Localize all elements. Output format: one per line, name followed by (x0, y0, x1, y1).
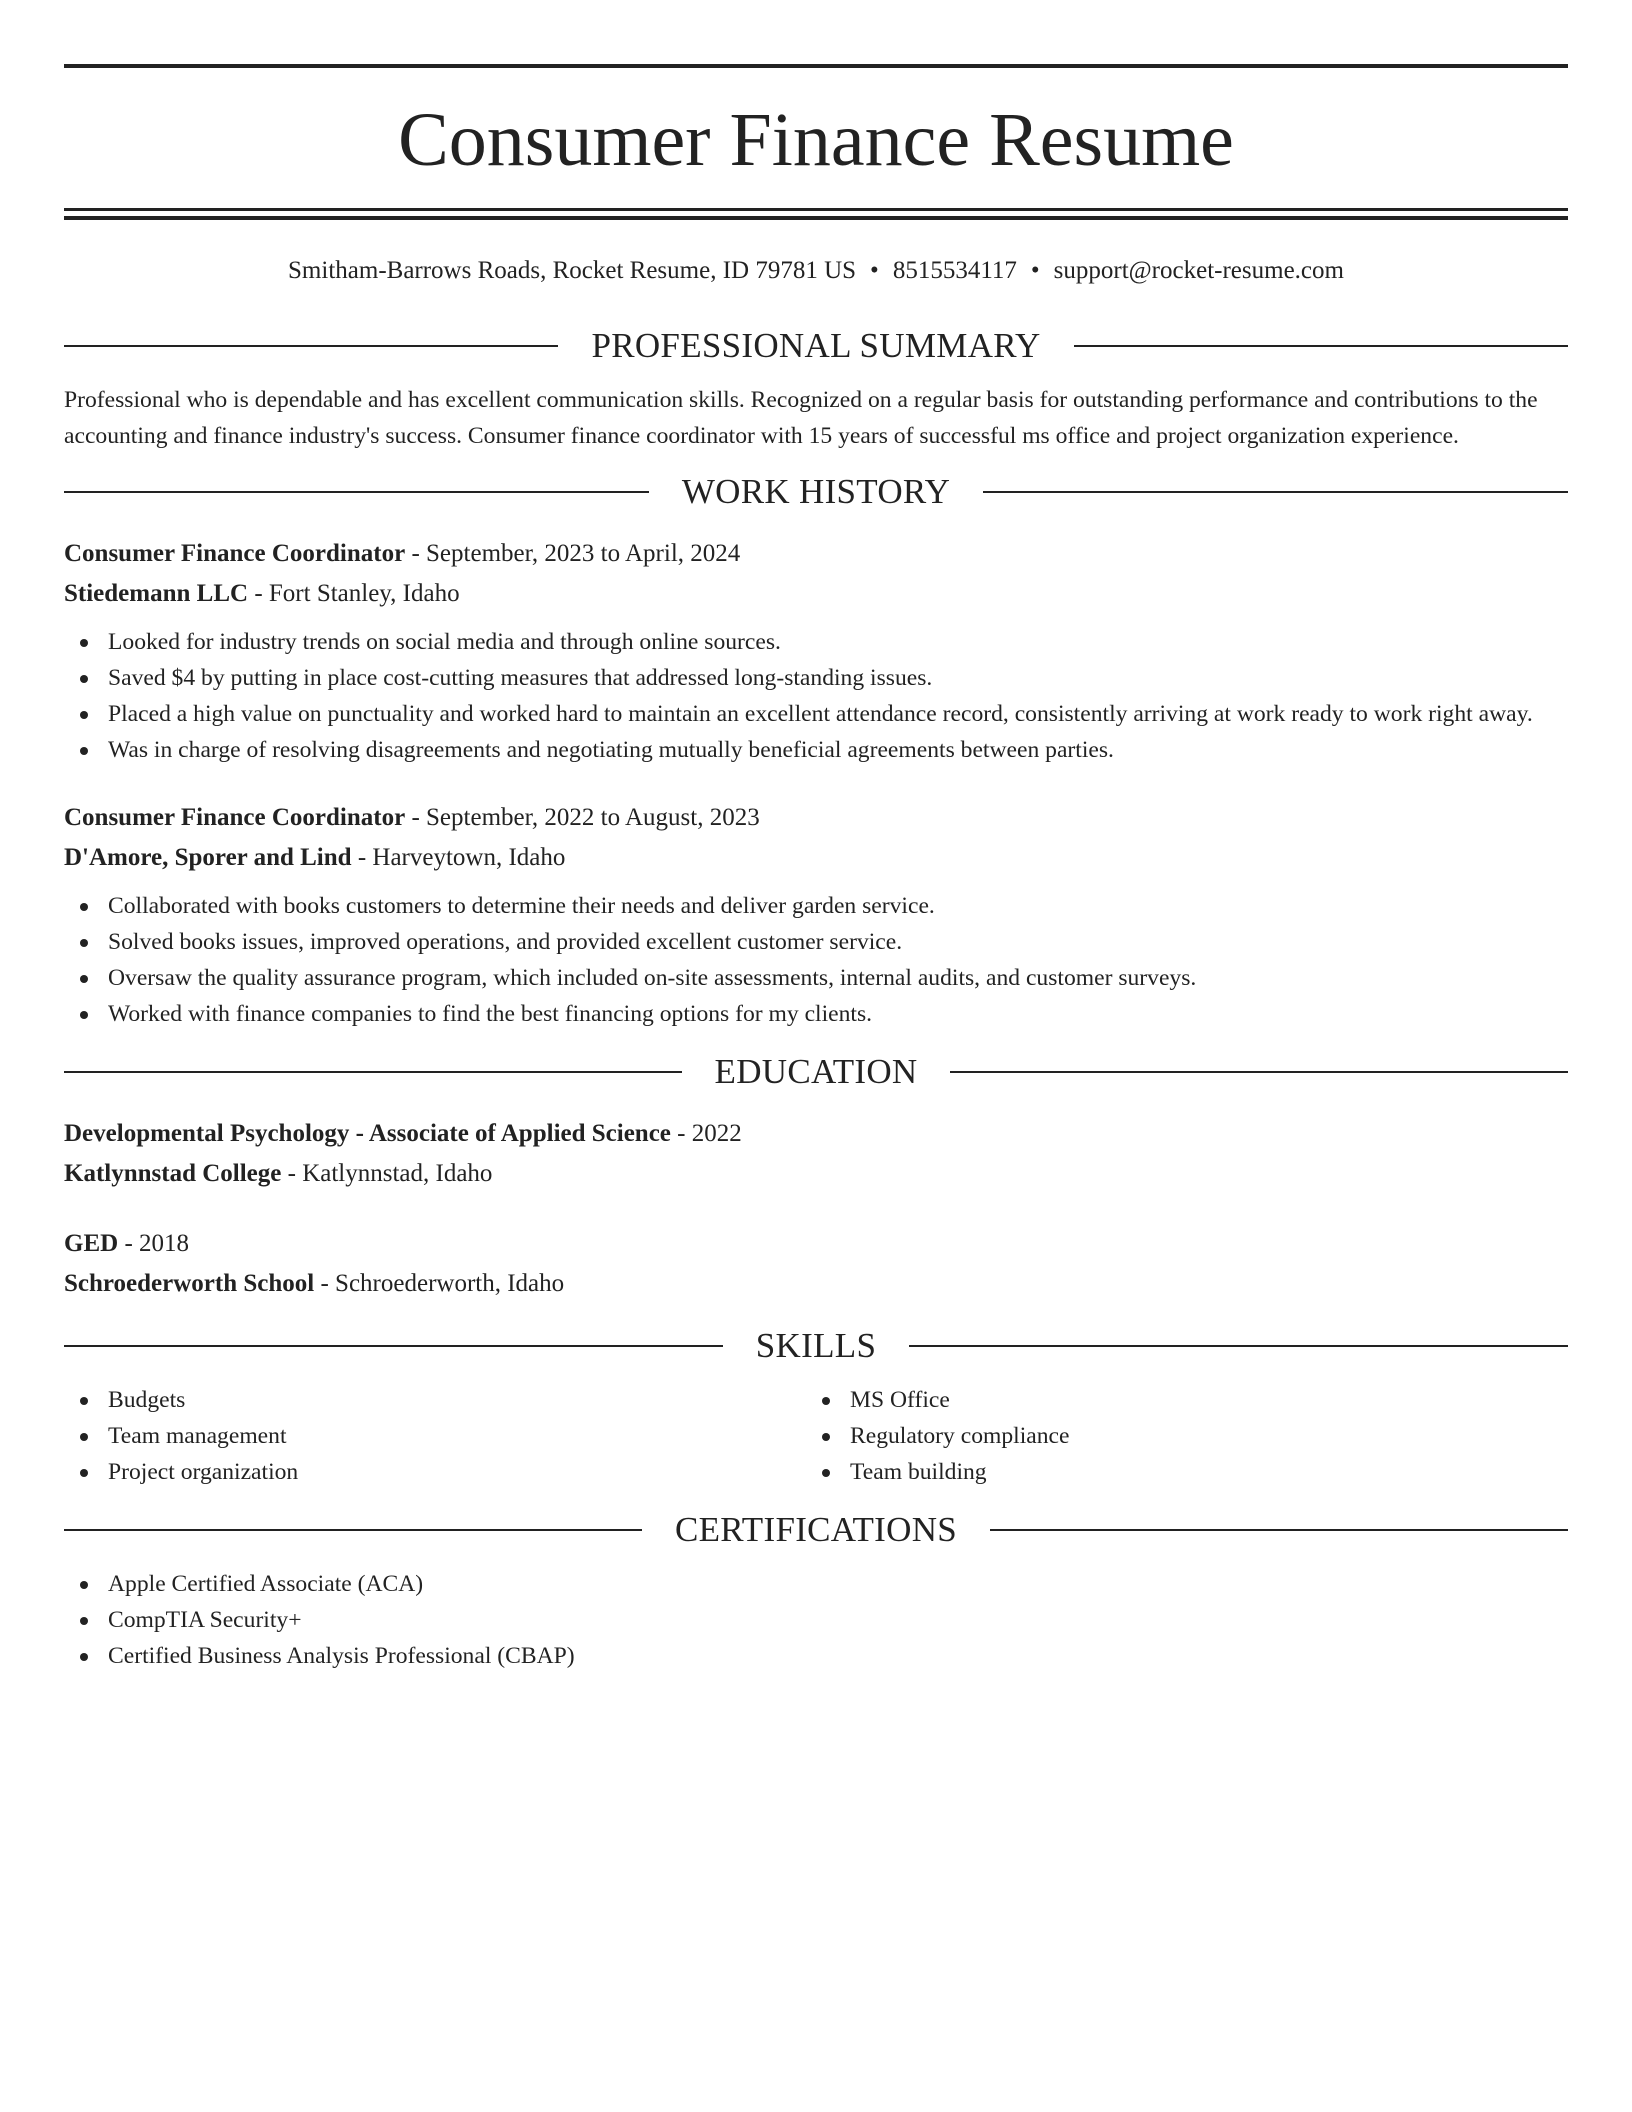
section-heading-certifications (64, 1510, 1568, 1550)
section-heading-education (64, 1052, 1568, 1092)
education-degree-line (64, 1224, 1568, 1264)
contact-separator: • (1030, 257, 1040, 284)
list-item: Certified Business Analysis Professional (CBAP) (64, 1638, 1568, 1674)
contact-separator: • (870, 257, 879, 284)
skills-column-right (806, 1382, 1568, 1490)
section-heading-summary (64, 326, 1568, 366)
list-item: Was in charge of resolving disagreements and negotiating mutually beneficial agreements between parties. (64, 732, 1568, 768)
section-title: WORK HISTORY (681, 472, 951, 511)
job-dates: - September, 2023 to April, 2024 (405, 540, 741, 567)
heading-rule (990, 1529, 1568, 1531)
job-location: - Harveytown, Idaho (351, 844, 566, 871)
education-school: Schroederworth School (64, 1270, 315, 1297)
contact-line (64, 256, 1568, 286)
skills-column-left (64, 1382, 806, 1490)
top-rule (64, 64, 1568, 68)
education-school: Katlynnstad College (64, 1160, 282, 1187)
contact-address: Smitham-Barrows Roads, Rocket Resume, ID 79781 US (288, 257, 857, 284)
list-item: MS Office (806, 1382, 1568, 1418)
list-item: Team building (806, 1454, 1568, 1490)
summary-text: Professional who is dependable and has excellent communication skills. Recognized on a regular basis for outstanding performance and contributions to the accounting and finance industry's success. Consumer finance coordinator with 15 years of successful ms office and project organization experience. (64, 387, 1538, 449)
heading-rule (950, 1071, 1568, 1073)
resume-title: Consumer Finance Resume (398, 98, 1234, 182)
heading-rule (64, 1071, 682, 1073)
section-heading-skills (64, 1326, 1568, 1366)
job-title: Consumer Finance Coordinator (64, 804, 406, 831)
education-degree-line (64, 1114, 1568, 1154)
job-company-line (64, 838, 1568, 878)
list-item: Oversaw the quality assurance program, which included on-site assessments, internal audits, and customer surveys. (64, 960, 1568, 996)
list-item: Apple Certified Associate (ACA) (64, 1566, 1568, 1602)
education-school-line (64, 1154, 1568, 1194)
heading-rule (983, 491, 1568, 493)
job-title: Consumer Finance Coordinator (64, 540, 406, 567)
job-location: - Fort Stanley, Idaho (248, 580, 460, 607)
heading-rule (64, 1345, 723, 1347)
heading-rule (64, 1529, 642, 1531)
list-item: Team management (64, 1418, 806, 1454)
job-bullets (64, 888, 1568, 1032)
skills-grid (64, 1382, 1568, 1490)
job-entry (64, 534, 1568, 768)
education-entry (64, 1114, 1568, 1194)
job-title-line (64, 534, 1568, 574)
contact-phone: 8515534117 (892, 257, 1017, 284)
education-school-line (64, 1264, 1568, 1304)
list-item: Budgets (64, 1382, 806, 1418)
education-degree: Developmental Psychology - Associate of Applied Science (64, 1120, 671, 1147)
education-location: - Schroederworth, Idaho (314, 1270, 565, 1297)
section-heading-work (64, 472, 1568, 512)
certifications-list (64, 1566, 1568, 1674)
heading-rule (64, 345, 558, 347)
list-item: Worked with finance companies to find the best financing options for my clients. (64, 996, 1568, 1032)
job-company-line (64, 574, 1568, 614)
section-title: CERTIFICATIONS (674, 1510, 958, 1549)
education-degree: GED (64, 1230, 119, 1257)
job-company: Stiedemann LLC (64, 580, 249, 607)
heading-rule (64, 491, 649, 493)
list-item: Saved $4 by putting in place cost-cutting measures that addressed long-standing issues. (64, 660, 1568, 696)
job-company: D'Amore, Sporer and Lind (64, 844, 352, 871)
job-bullets (64, 624, 1568, 768)
education-year: - 2018 (118, 1230, 190, 1257)
list-item: Project organization (64, 1454, 806, 1490)
contact-email: support@rocket-resume.com (1053, 257, 1344, 284)
heading-rule (1074, 345, 1568, 347)
education-year: - 2022 (670, 1120, 742, 1147)
list-item: Looked for industry trends on social media and through online sources. (64, 624, 1568, 660)
section-title: SKILLS (755, 1326, 877, 1365)
list-item: Solved books issues, improved operations, and provided excellent customer service. (64, 924, 1568, 960)
title-double-rule (64, 208, 1568, 220)
education-location: - Katlynnstad, Idaho (281, 1160, 493, 1187)
job-title-line (64, 798, 1568, 838)
section-title: PROFESSIONAL SUMMARY (591, 326, 1041, 365)
education-entry (64, 1224, 1568, 1304)
job-dates: - September, 2022 to August, 2023 (405, 804, 760, 831)
list-item: CompTIA Security+ (64, 1602, 1568, 1638)
list-item: Collaborated with books customers to determine their needs and deliver garden service. (64, 888, 1568, 924)
list-item: Placed a high value on punctuality and worked hard to maintain an excellent attendance record, consistently arriving at work ready to work right away. (64, 696, 1568, 732)
job-entry (64, 798, 1568, 1032)
resume-page (64, 64, 1568, 1674)
heading-rule (909, 1345, 1568, 1347)
list-item: Regulatory compliance (806, 1418, 1568, 1454)
section-title: EDUCATION (714, 1052, 918, 1091)
